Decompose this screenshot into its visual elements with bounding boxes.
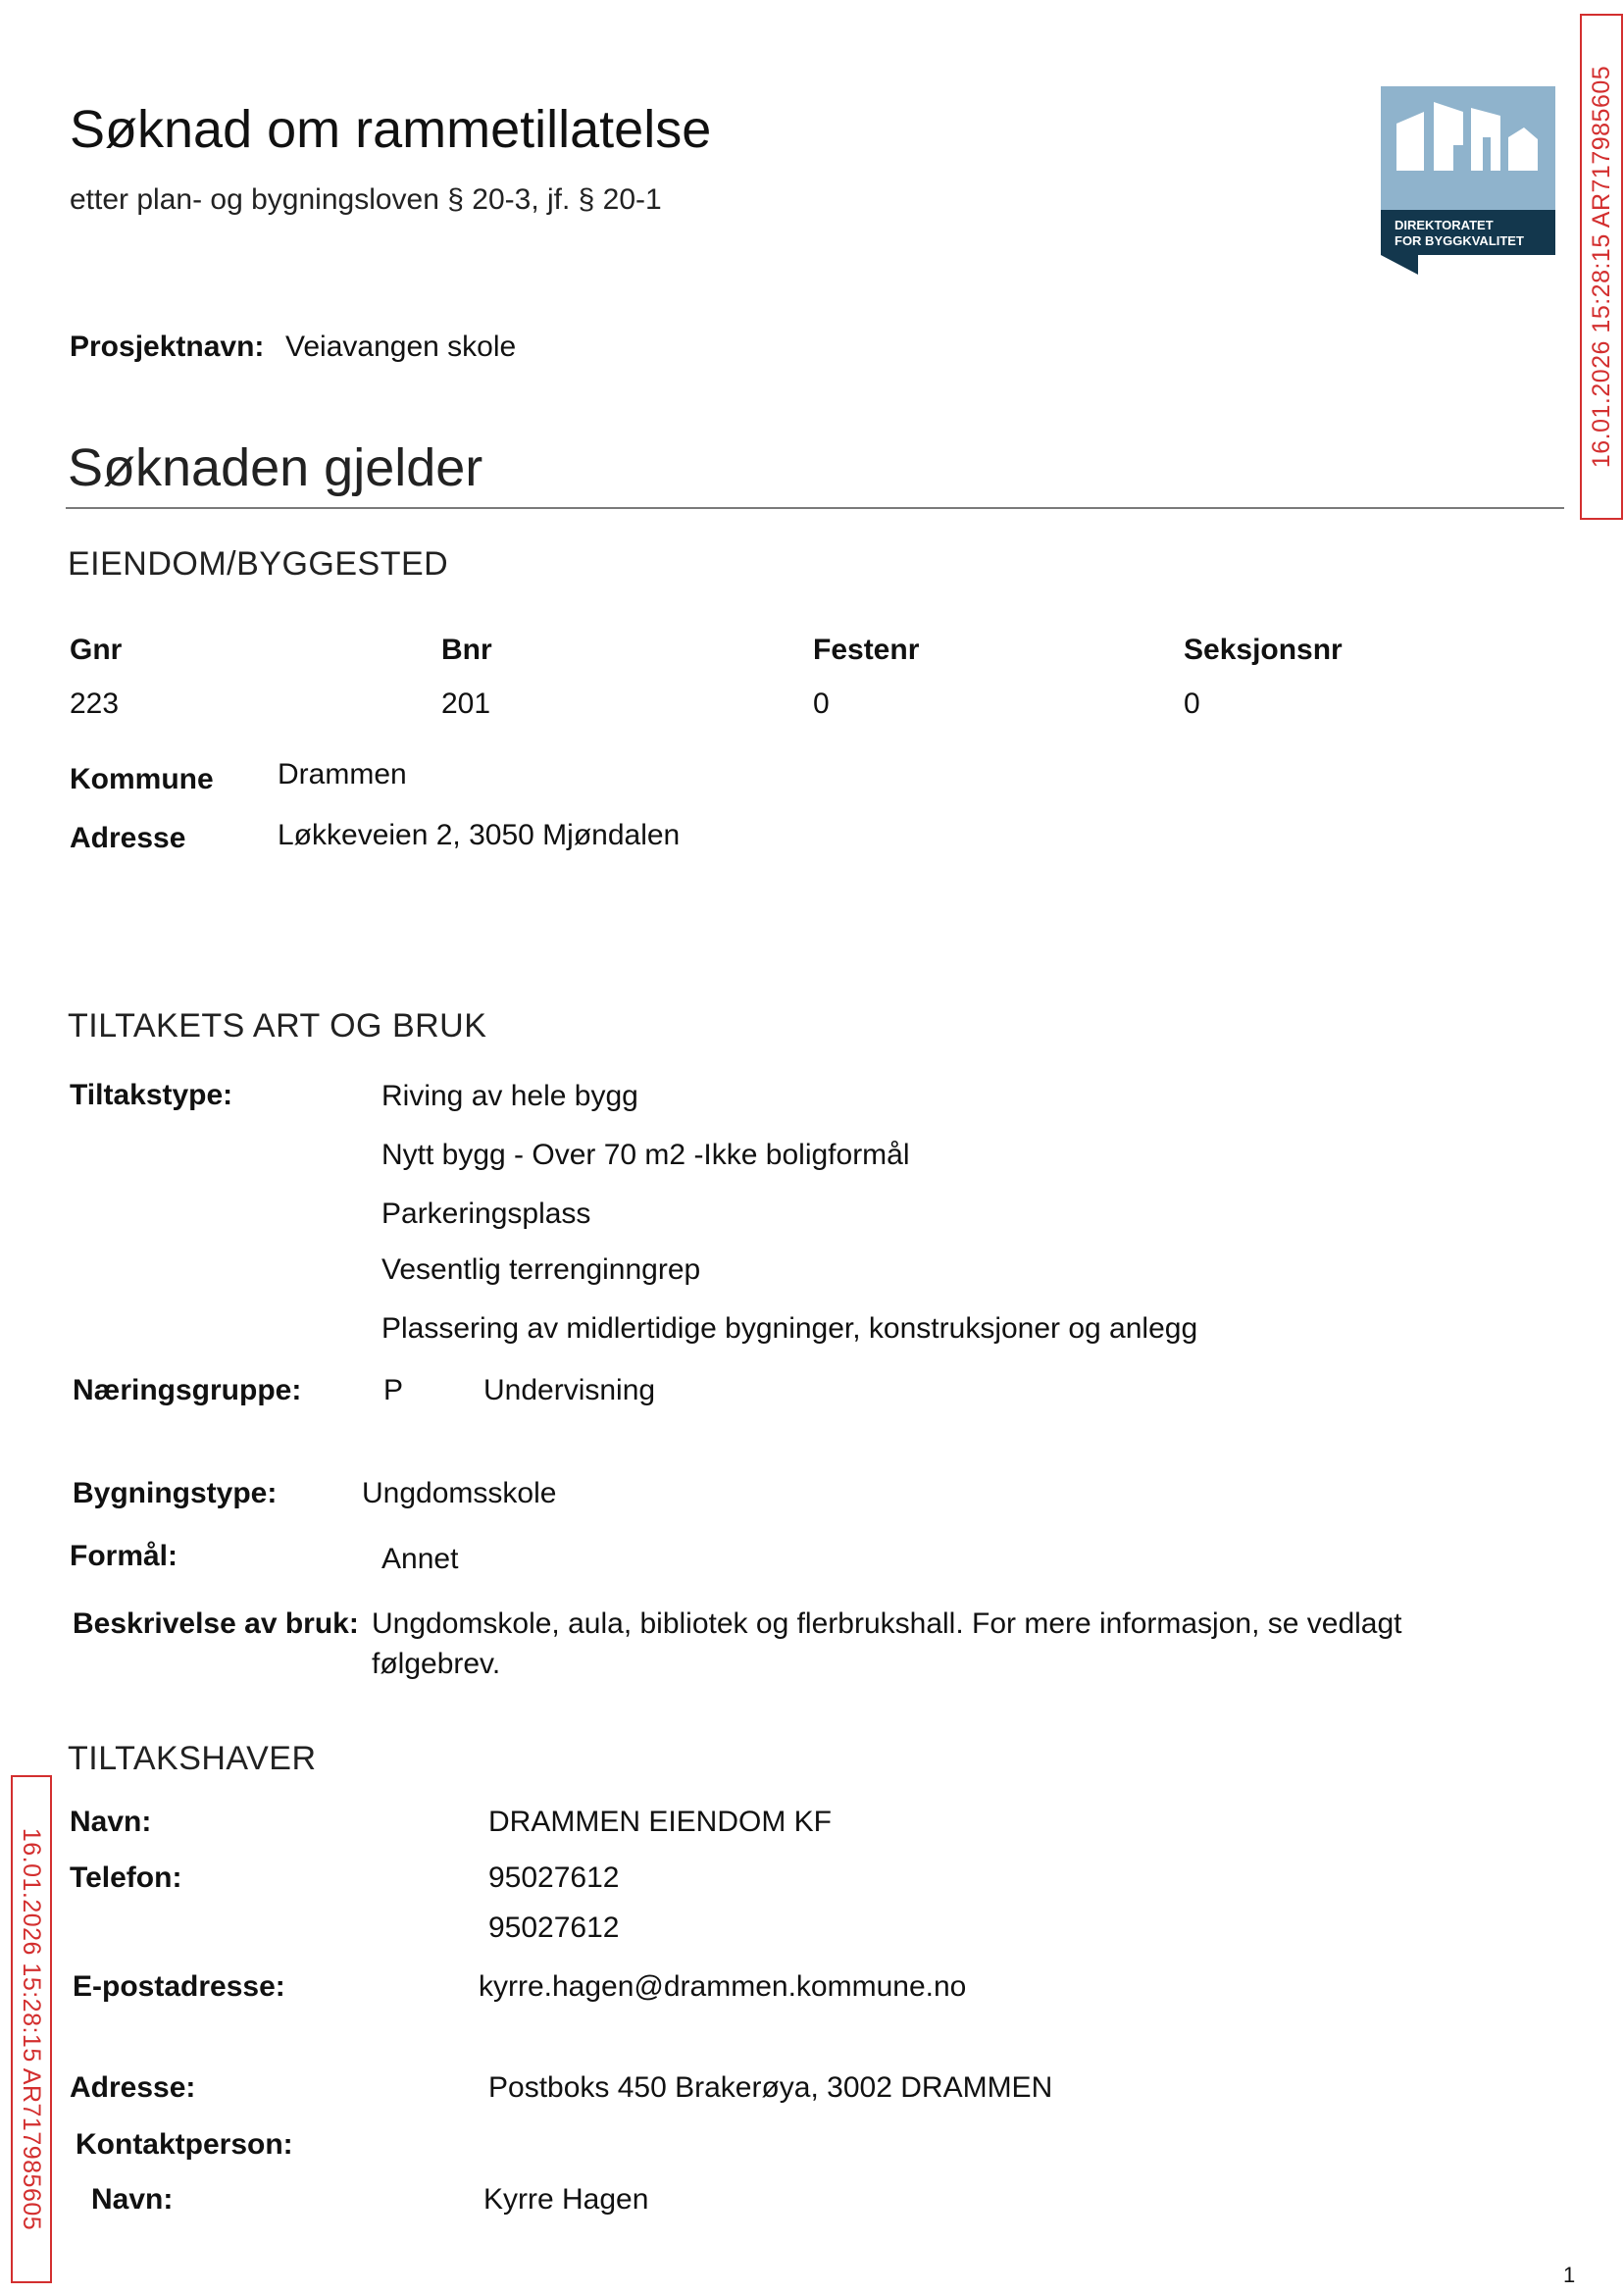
beskrivelse-value-line1: Ungdomskole, aula, bibliotek og flerbrukshall. For mere informasjon, se vedlagt [372,1607,1402,1640]
tiltakstype-item: Vesentlig terrenginngrep [381,1253,701,1286]
tiltakstype-item: Parkeringsplass [381,1198,591,1230]
document-title: Søknad om rammetillatelse [70,100,712,159]
owner-phone-label: Telefon: [70,1861,182,1894]
property-address-label: Adresse [70,822,186,854]
logo-band [1381,210,1555,255]
section-title-application: Søknaden gjelder [68,438,483,497]
naeringsgruppe-value: Undervisning [483,1374,656,1406]
contact-person-label: Kontaktperson: [76,2128,293,2161]
festenr-label: Festenr [813,634,920,666]
naeringsgruppe-label: Næringsgruppe: [73,1374,302,1406]
timestamp-stamp-right [1580,14,1623,520]
owner-email-value: kyrre.hagen@drammen.kommune.no [479,1970,967,2003]
tiltakstype-item: Plassering av midlertidige bygninger, konstruksjoner og anlegg [381,1312,1198,1345]
seksjonsnr-label: Seksjonsnr [1184,634,1343,666]
measure-heading: TILTAKETS ART OG BRUK [68,1007,487,1045]
bnr-label: Bnr [441,634,492,666]
property-heading: EIENDOM/BYGGESTED [68,545,449,583]
owner-address-value: Postboks 450 Brakerøya, 3002 DRAMMEN [488,2071,1053,2104]
bygningstype-label: Bygningstype: [73,1477,278,1509]
property-address-value: Løkkeveien 2, 3050 Mjøndalen [278,819,681,851]
beskrivelse-value-line2: følgebrev. [372,1648,501,1680]
seksjonsnr-value: 0 [1184,688,1200,720]
logo-text-line1: DIREKTORATET [1395,218,1494,232]
project-name-label: Prosjektnavn: [70,331,265,363]
tiltakstype-item: Riving av hele bygg [381,1080,638,1112]
owner-heading: TILTAKSHAVER [68,1740,317,1777]
owner-name-label: Navn: [70,1806,152,1838]
bygningstype-value: Ungdomsskole [362,1477,557,1509]
festenr-value: 0 [813,688,830,720]
beskrivelse-label: Beskrivelse av bruk: [73,1607,359,1640]
timestamp-stamp-left [11,1775,52,2283]
tiltakstype-label: Tiltakstype: [70,1079,233,1111]
owner-phone-value: 95027612 [488,1912,620,1944]
owner-email-label: E-postadresse: [73,1970,285,2003]
naeringsgruppe-code: P [383,1374,404,1406]
document-subtitle: etter plan- og bygningsloven § 20-3, jf. § 20-1 [70,183,662,216]
contact-name-label: Navn: [91,2183,174,2216]
formaal-value: Annet [381,1543,459,1575]
gnr-value: 223 [70,688,120,720]
formaal-label: Formål: [70,1540,178,1572]
dibk-logo-graphic [1381,86,1555,275]
tiltakstype-item: Nytt bygg - Over 70 m2 -Ikke boligformål [381,1139,910,1171]
logo-text-line2: FOR BYGGKVALITET [1395,233,1524,248]
owner-name-value: DRAMMEN EIENDOM KF [488,1806,833,1838]
kommune-label: Kommune [70,763,214,795]
bnr-value: 201 [441,688,491,720]
stamp-text: 16.01.2026 15:28:15 AR717985605 [18,1827,45,2231]
page-number: 1 [1563,2263,1576,2287]
owner-address-label: Adresse: [70,2071,196,2104]
contact-name-value: Kyrre Hagen [483,2183,649,2216]
kommune-value: Drammen [278,758,407,790]
section-divider [66,507,1564,509]
project-name-value: Veiavangen skole [285,331,517,363]
owner-phone-value: 95027612 [488,1861,620,1894]
stamp-text: 16.01.2026 15:28:15 AR717985605 [1588,65,1615,469]
gnr-label: Gnr [70,634,123,666]
dibk-logo [1381,86,1555,275]
